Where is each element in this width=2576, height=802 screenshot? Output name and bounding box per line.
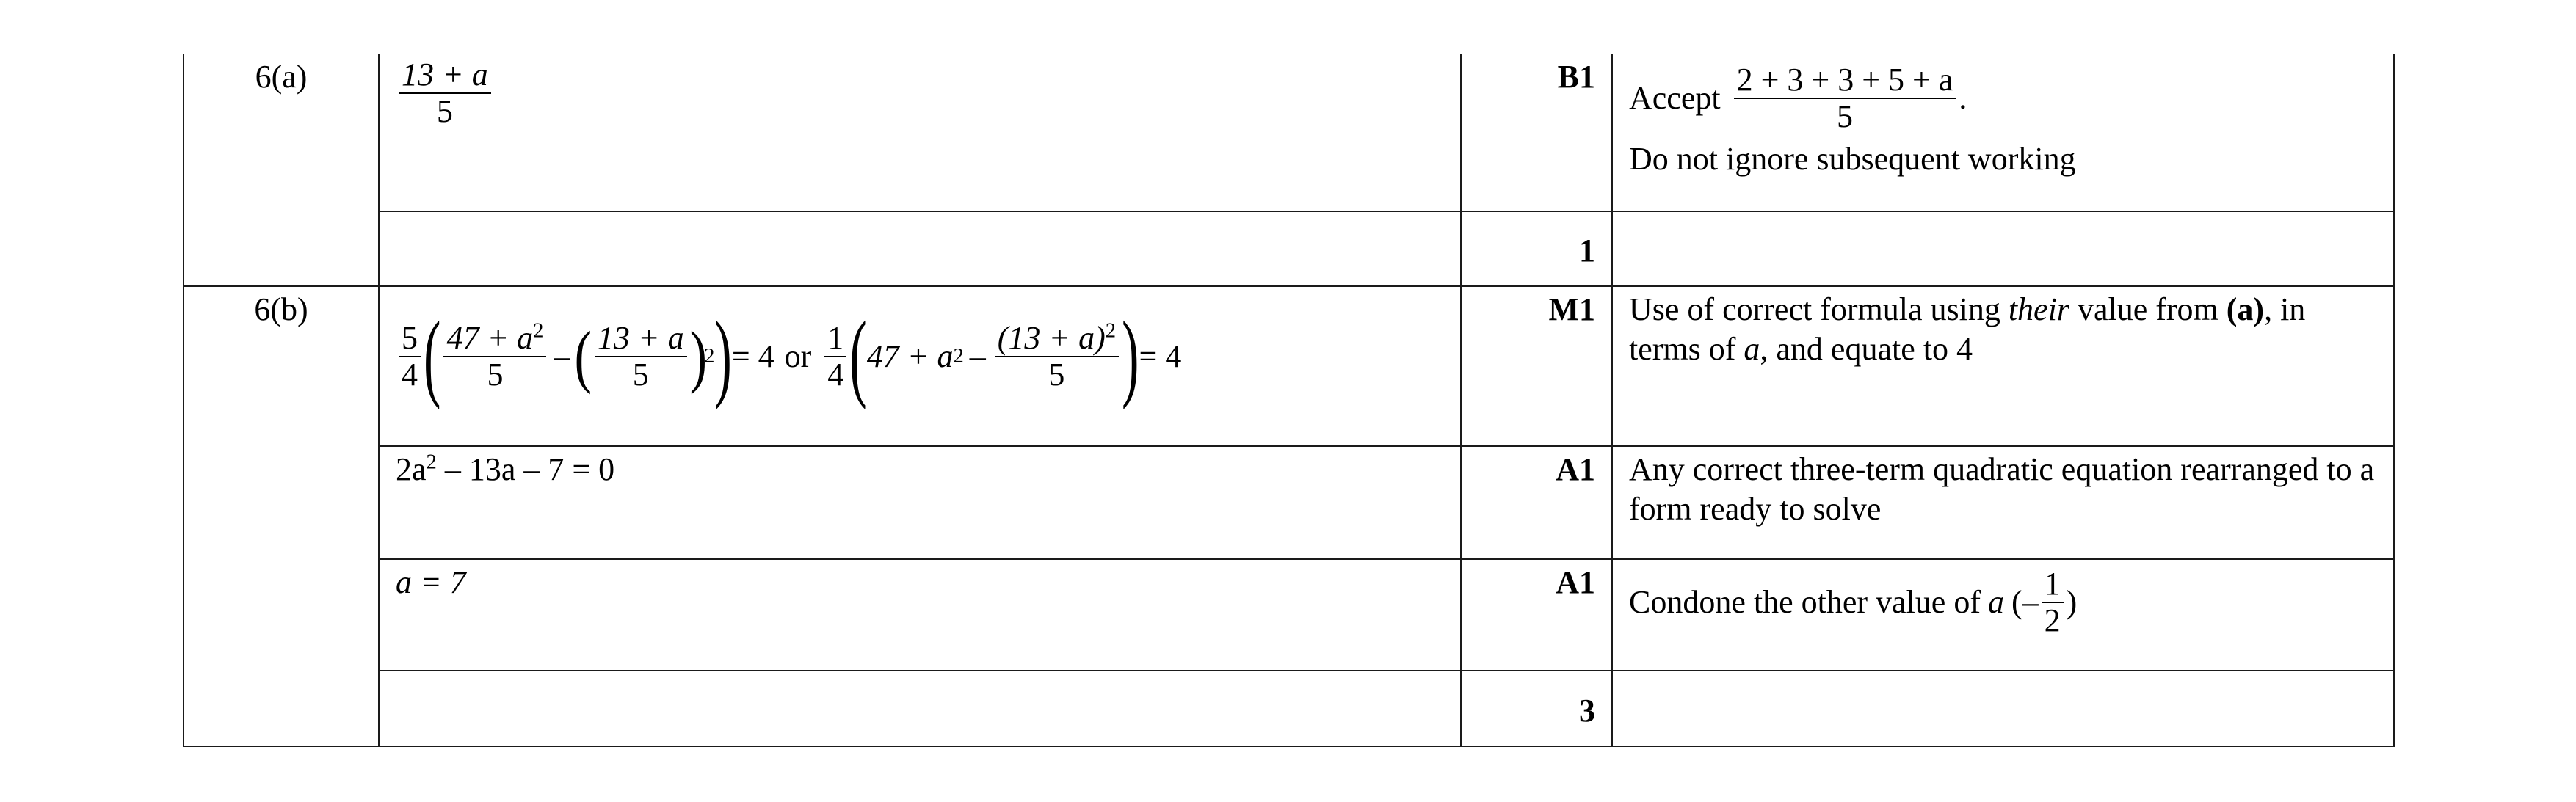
answer-cell-6b-step3: [379, 559, 1461, 671]
fraction-numerator: 13 + a: [399, 57, 491, 94]
coefficient-fraction: $\frac{1}{4}$: [824, 321, 846, 393]
guidance-cell-6a: Accept $\frac{2 + 3 + 3 + 5 + a}{5}$ . Do not ignore subsequent working: [1612, 54, 2394, 211]
condone-fraction: $\frac{1}{2}$: [2042, 566, 2064, 639]
row-6b-step2: [184, 446, 2394, 559]
mark-code: B1: [1557, 59, 1595, 95]
question-label: 6(a): [255, 59, 308, 95]
mark-6b-step1: [1461, 286, 1612, 446]
question-label: 6(b): [254, 291, 308, 327]
total-mark-6a: [1461, 211, 1612, 286]
guidance-cell-6b-step2: [1612, 446, 2394, 559]
final-answer: a = 7: [396, 564, 466, 600]
row-6a-total: [184, 211, 2394, 286]
answer-cell-6b-step1: [379, 286, 1461, 446]
or-word: or: [784, 338, 812, 375]
variance-equation: $\frac{5}{4}$ ( $\frac{47 + a^2}{5}$ – ( $\frac{13 + a}{5}$ ) 2 ) = 4 or $\frac{1}{4}$ ( 47 + a 2 – $\frac{(13 + a)^2}{5}$ ) = 4: [396, 287, 1460, 426]
question-number-6b: [184, 286, 379, 746]
accept-label: Accept: [1629, 80, 1721, 117]
mark-6a: [1461, 54, 1612, 211]
equals-value: = 4: [1139, 338, 1182, 375]
total-mark: 3: [1579, 692, 1595, 729]
mark-code: A1: [1556, 564, 1595, 600]
empty-answer-cell: [379, 671, 1461, 746]
answer-fraction: [399, 57, 491, 130]
mark-6b-step2: [1461, 446, 1612, 559]
mark-code: M1: [1548, 291, 1595, 327]
guidance-text: Any correct three-term quadratic equation rearranged to a form ready to solve: [1629, 451, 2375, 527]
equals-value: = 4: [731, 338, 774, 375]
total-mark-6b: [1461, 671, 1612, 746]
mark-scheme-table: [183, 54, 2395, 747]
empty-guidance-cell: [1612, 671, 2394, 746]
fraction-numerator: 2 + 3 + 3 + 5 + a: [1734, 62, 1956, 99]
mark-code: A1: [1556, 451, 1595, 487]
guidance-cell-6b-step1: Use of correct formula using their value from (a), in terms of a, and equate to 4: [1612, 286, 2394, 446]
row-6b-step1: [184, 286, 2394, 446]
row-6b-step3: [184, 559, 2394, 671]
empty-answer-cell: [379, 211, 1461, 286]
question-number-6a: [184, 54, 379, 286]
row-6a-answer: [184, 54, 2394, 211]
guidance-text: Do not ignore subsequent working: [1629, 141, 2076, 177]
empty-guidance-cell: [1612, 211, 2394, 286]
quadratic-equation: $2a^2 - 13a - 7 = 0$: [396, 451, 615, 487]
mean-fraction: $\frac{13 + a}{5}$: [595, 321, 687, 393]
coefficient-fraction: $\frac{5}{4}$: [399, 321, 421, 393]
row-6b-total: [184, 671, 2394, 746]
fraction-denominator: 5: [1836, 98, 1853, 134]
square-fraction: $\frac{(13 + a)^2}{5}$: [995, 321, 1119, 393]
sum-squares-term: 47 + a: [866, 338, 954, 375]
answer-cell-6a: [379, 54, 1461, 211]
accept-fraction: [1734, 62, 1956, 135]
total-mark: 1: [1579, 233, 1595, 269]
answer-cell-6b-step2: [379, 446, 1461, 559]
guidance-cell-6b-step3: Condone the other value of a (– $\frac{1}{2}$ ): [1612, 559, 2394, 671]
fraction-denominator: 5: [436, 93, 453, 130]
mark-6b-step3: [1461, 559, 1612, 671]
term-fraction: $\frac{47 + a^2}{5}$: [443, 321, 546, 393]
